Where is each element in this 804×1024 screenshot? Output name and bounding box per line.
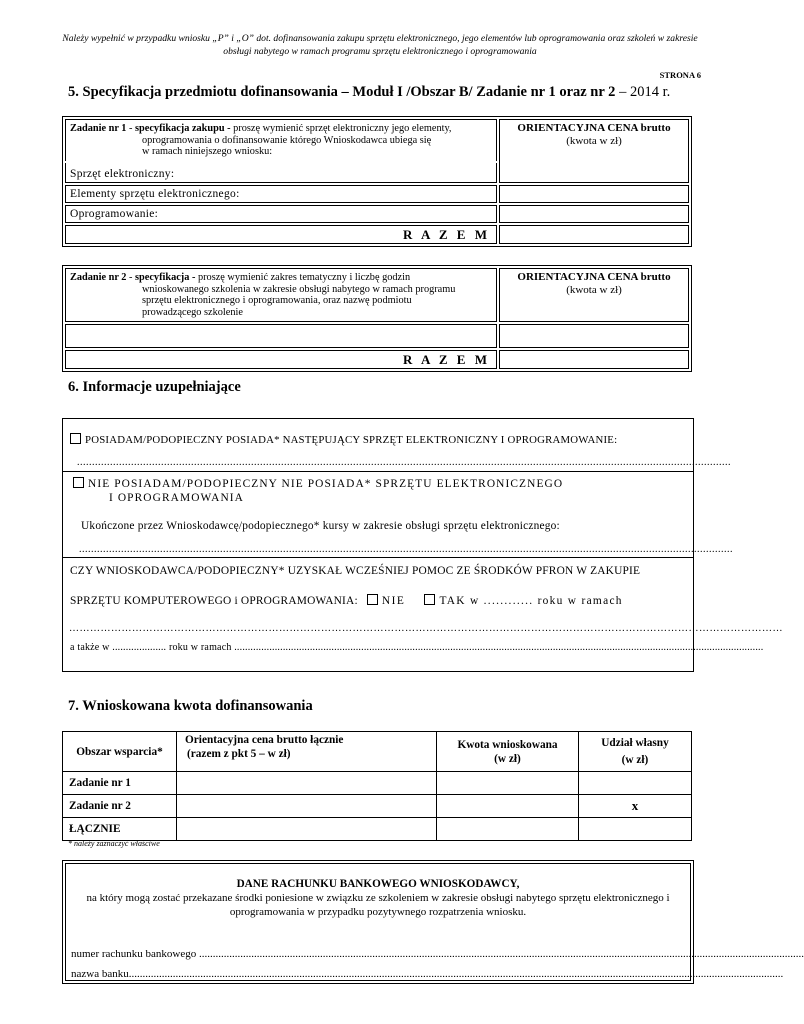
task1-software-row[interactable]: Oprogramowanie: <box>65 205 497 223</box>
checkbox-icon[interactable] <box>73 477 84 488</box>
header-note: Należy wypełnić w przypadku wniosku „P” i „O” dot. dofinansowania zakupu sprzętu elektronicznego, jego elementów lub oprogramowania oraz szkoleń w zakresie obsługi nabytego w ramach programu sprzętu elektronicznego i oprogramowania <box>62 33 698 57</box>
bank-subtitle: na który mogą zostać przekazane środki poniesione w związku ze szkoleniem w zakresie obsługi nabytego sprzętu elektronicznego i oprogramowania w przypadku pozytywnego rozpatrzenia wniosku. <box>86 892 670 918</box>
task1-spec-label: specyfikacja zakupu - <box>135 123 231 134</box>
col-area: Obszar wsparcia* <box>63 732 177 772</box>
col-own: Udział własny (w zł) <box>579 732 692 772</box>
section5-year: – 2014 r. <box>615 84 671 100</box>
task1-elements-price[interactable] <box>499 185 689 203</box>
task1-total-label: R A Z E M <box>65 225 497 244</box>
checkbox-yes[interactable] <box>424 594 435 605</box>
row-task1-label: Zadanie nr 1 <box>63 772 177 795</box>
bank-title: DANE RACHUNKU BANKOWEGO WNIOSKODAWCY, <box>236 878 520 890</box>
task2-entry-price[interactable] <box>499 324 689 348</box>
bank-box <box>62 860 804 984</box>
no-equipment-line2: I OPROGRAMOWANIA <box>109 492 244 504</box>
task1-software-price[interactable] <box>499 205 689 223</box>
checkbox-no[interactable] <box>367 594 378 605</box>
account-number-field[interactable]: numer rachunku bankowego ............................................................................................................................................................................................................................ <box>71 948 804 960</box>
task2-total-price[interactable] <box>499 350 689 369</box>
row-total-label: ŁĄCZNIE <box>63 818 177 841</box>
pfron-question-line2: SPRZĘTU KOMPUTEROWEGO i OPROGRAMOWANIA: NIE TAK w ............ roku w ramach <box>70 595 623 607</box>
no-equipment-option[interactable]: NIE POSIADAM/PODOPIECZNY NIE POSIADA* SPRZĘTU ELEKTRONICZNEGO <box>73 477 563 490</box>
row-task1-own[interactable] <box>579 772 692 795</box>
bank-name-field[interactable]: nazwa banku.............................................................................................................................................................................................................................................. <box>71 968 784 980</box>
task2-label: Zadanie nr 2 <box>70 272 127 283</box>
footnote: * należy zaznaczyć właściwe <box>68 839 160 848</box>
divider <box>63 471 693 472</box>
option-no: NIE <box>381 595 406 607</box>
row-total-price[interactable] <box>177 818 437 841</box>
task2-entry-row[interactable] <box>65 324 497 348</box>
row-task2-price[interactable] <box>177 795 437 818</box>
task1-hardware-row[interactable]: Sprzęt elektroniczny: <box>65 163 497 183</box>
task2-total-label: R A Z E M <box>65 350 497 369</box>
task2-price-header: ORIENTACYJNA CENA brutto (kwota w zł) <box>499 268 689 322</box>
row-task2-label: Zadanie nr 2 <box>63 795 177 818</box>
courses-fill-line[interactable]: .......................................................................................................................................................................................................................... <box>79 544 733 555</box>
section6-box <box>62 418 783 672</box>
amount-table <box>62 731 692 841</box>
section6-title: 6. Informacje uzupełniające <box>68 379 241 395</box>
task1-price-header: ORIENTACYJNA CENA brutto (kwota w zł) <box>499 119 689 183</box>
task1-table <box>62 116 692 247</box>
equipment-fill-line[interactable]: .......................................................................................................................................................................................................................... <box>77 457 731 468</box>
row-task2-own: x <box>579 795 692 818</box>
row-task1-amount[interactable] <box>437 772 579 795</box>
checkbox-icon[interactable] <box>70 433 81 444</box>
section5-title <box>68 84 670 101</box>
col-amount: Kwota wnioskowana (w zł) <box>437 732 579 772</box>
row-total-amount[interactable] <box>437 818 579 841</box>
task2-description: Zadanie nr 2 - specyfikacja - proszę wymienić zakres tematyczny i liczbę godzin wnioskowanego szkolenia w zakresie obsługi nabytego w ramach programu sprzętu elektronicznego i oprogramowania, oraz nazwę podmiotu prowadzącego szkolenie <box>65 268 497 322</box>
row-task1-price[interactable] <box>177 772 437 795</box>
pfron-also-line[interactable]: a także w .................... roku w ramach .................................................................................................................................................................................................... <box>70 642 764 653</box>
page-number: STRONA 6 <box>659 70 701 80</box>
task1-elements-row[interactable]: Elementy sprzętu elektronicznego: <box>65 185 497 203</box>
task2-spec-label: specyfikacja - <box>135 272 196 283</box>
option-yes: TAK w ............ roku w ramach <box>439 595 623 607</box>
col-price: Orientacyjna cena brutto łącznie (razem z pkt 5 – w zł) <box>177 732 437 772</box>
task1-label: Zadanie nr 1 <box>70 123 127 134</box>
has-equipment-option[interactable]: POSIADAM/PODOPIECZNY POSIADA* NASTĘPUJĄCY SPRZĘT ELEKTRONICZNY I OPROGRAMOWANIE: <box>70 433 617 446</box>
divider <box>63 557 693 558</box>
section7-title: 7. Wnioskowana kwota dofinansowania <box>68 698 313 714</box>
row-total-own[interactable] <box>579 818 692 841</box>
pfron-question-line1: CZY WNIOSKODAWCA/PODOPIECZNY* UZYSKAŁ WCZEŚNIEJ POMOC ZE ŚRODKÓW PFRON W ZAKUPIE <box>70 565 641 577</box>
courses-label: Ukończone przez Wnioskodawcę/podopiecznego* kursy w zakresie obsługi sprzętu elektronicznego: <box>81 520 560 532</box>
row-task2-amount[interactable] <box>437 795 579 818</box>
pfron-fill-line[interactable]: …………………………………………………………………………………………………………………………………………………………………………………… <box>69 623 783 634</box>
section5-title-text: 5. Specyfikacja przedmiotu dofinansowania – Moduł I /Obszar B/ Zadanie nr 1 oraz nr 2 <box>68 84 616 100</box>
task1-total-price[interactable] <box>499 225 689 244</box>
task1-description: Zadanie nr 1 - specyfikacja zakupu - proszę wymienić sprzęt elektroniczny jego elementy, oprogramowania o dofinansowanie którego Wnioskodawca ubiega się w ramach niniejszego wniosku: <box>65 119 497 161</box>
task2-table <box>62 265 692 372</box>
